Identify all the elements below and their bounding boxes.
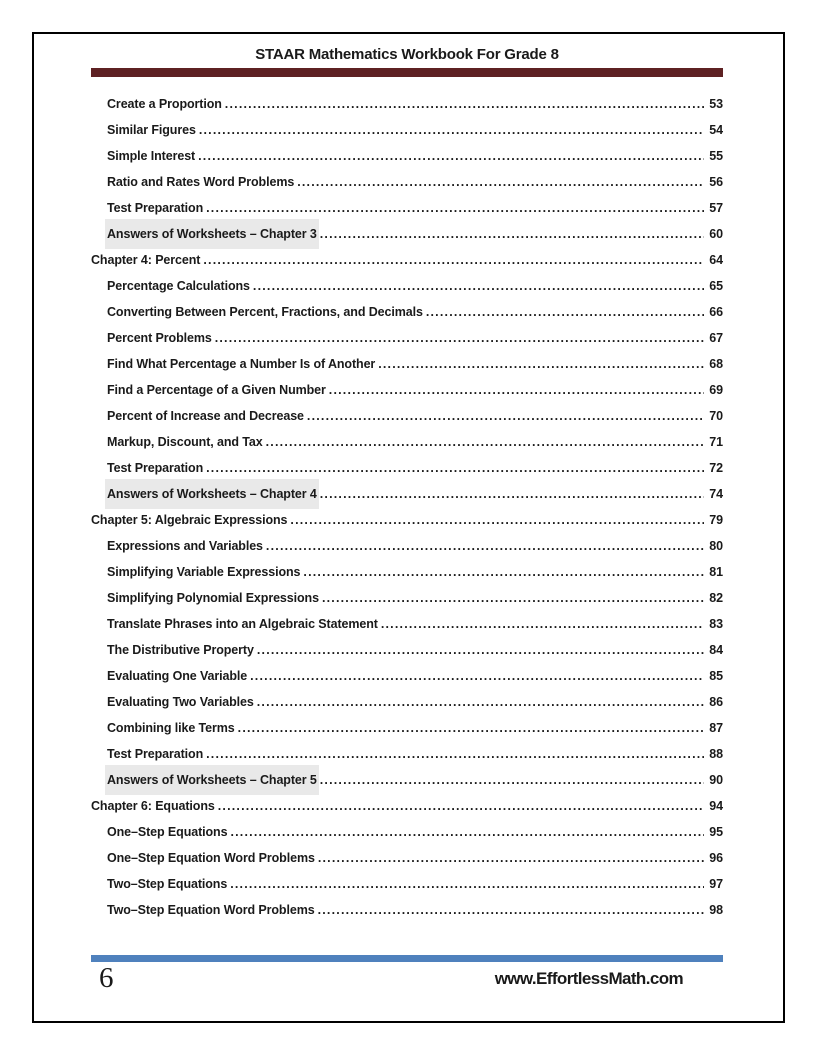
toc-page-number: 72: [709, 461, 723, 475]
toc-entry-label: Two–Step Equation Word Problems: [107, 903, 315, 917]
toc-dot-leader: [307, 403, 704, 429]
toc-entry[interactable]: [91, 819, 723, 845]
toc-entry-label: Test Preparation: [107, 747, 204, 761]
toc-dot-leader: [320, 767, 705, 793]
toc-page-number: 83: [709, 617, 723, 631]
toc-dot-leader: [303, 559, 704, 585]
toc-entry[interactable]: [91, 247, 723, 273]
toc-dot-leader: [378, 351, 704, 377]
toc-entry-label: Expressions and Variables: [107, 539, 263, 553]
toc-dot-leader: [320, 221, 705, 247]
toc-dot-leader: [266, 429, 705, 455]
toc-entry-label: Evaluating One Variable: [107, 669, 248, 683]
toc-entry[interactable]: [91, 481, 723, 507]
toc-dot-leader: [381, 611, 704, 637]
toc-entry[interactable]: [91, 117, 723, 143]
toc-entry[interactable]: [91, 299, 723, 325]
toc-entry-label: Test Preparation: [107, 201, 204, 215]
toc-entry-label: Percentage Calculations: [107, 279, 250, 293]
toc-dot-leader: [253, 273, 704, 299]
toc-dot-leader: [230, 819, 704, 845]
toc-page-number: 67: [709, 331, 723, 345]
page-number: 6: [99, 962, 114, 994]
toc-entry[interactable]: [91, 403, 723, 429]
toc-entry-label: Simple Interest: [107, 149, 196, 163]
toc-entry[interactable]: [91, 871, 723, 897]
toc-page-number: 95: [709, 825, 723, 839]
toc-entry-label: Markup, Discount, and Tax: [107, 435, 263, 449]
toc-dot-leader: [297, 169, 704, 195]
toc-entry-label: Combining like Terms: [107, 721, 235, 735]
toc-entry-label: Percent of Increase and Decrease: [107, 409, 304, 423]
toc-entry[interactable]: [91, 377, 723, 403]
toc-entry[interactable]: [91, 793, 723, 819]
toc-dot-leader: [206, 455, 704, 481]
toc-entry-label: The Distributive Property: [107, 643, 254, 657]
toc-entry[interactable]: [91, 715, 723, 741]
toc-entry-label: Find What Percentage a Number Is of Another: [107, 357, 376, 371]
toc-entry[interactable]: [91, 143, 723, 169]
toc-dot-leader: [206, 195, 704, 221]
toc-entry-label: Translate Phrases into an Algebraic Statement: [107, 617, 378, 631]
toc-page-number: 96: [709, 851, 723, 865]
header-rule-bar: [91, 68, 723, 77]
toc-entry[interactable]: [91, 325, 723, 351]
toc-page-number: 80: [709, 539, 723, 553]
toc-entry[interactable]: [91, 455, 723, 481]
toc-page-number: 56: [709, 175, 723, 189]
toc-entry-label: Evaluating Two Variables: [107, 695, 254, 709]
toc-page-number: 97: [709, 877, 723, 891]
toc-entry-label: Ratio and Rates Word Problems: [107, 175, 295, 189]
toc-page-number: 84: [709, 643, 723, 657]
toc-entry[interactable]: [91, 559, 723, 585]
toc-dot-leader: [290, 507, 704, 533]
toc-dot-leader: [215, 325, 705, 351]
toc-entry[interactable]: [91, 91, 723, 117]
toc-page-number: 64: [709, 253, 723, 267]
toc-dot-leader: [238, 715, 705, 741]
toc-dot-leader: [322, 585, 704, 611]
toc-entry[interactable]: [91, 169, 723, 195]
toc-dot-leader: [320, 481, 705, 507]
toc-page-number: 79: [709, 513, 723, 527]
toc-page-number: 55: [709, 149, 723, 163]
toc-entry[interactable]: [91, 663, 723, 689]
toc-entry-label: One–Step Equation Word Problems: [107, 851, 315, 865]
toc-dot-leader: [266, 533, 704, 559]
toc-entry-label: Converting Between Percent, Fractions, and Decimals: [107, 305, 423, 319]
toc-dot-leader: [199, 117, 704, 143]
toc-page-number: 54: [709, 123, 723, 137]
toc-entry-label: Two–Step Equations: [107, 877, 228, 891]
toc-dot-leader: [203, 247, 704, 273]
toc-entry-label: Simplifying Variable Expressions: [107, 565, 301, 579]
toc-dot-leader: [329, 377, 705, 403]
toc-entry[interactable]: [91, 351, 723, 377]
toc-entry-label: Percent Problems: [107, 331, 212, 345]
toc-page-number: 68: [709, 357, 723, 371]
toc-page-number: 69: [709, 383, 723, 397]
toc-page-number: 88: [709, 747, 723, 761]
toc-entry[interactable]: [91, 767, 723, 793]
toc-page-number: 71: [709, 435, 723, 449]
toc-entry-label: Answers of Worksheets – Chapter 5: [107, 767, 317, 793]
toc-entry-label: Similar Figures: [107, 123, 196, 137]
toc-entry-label: Answers of Worksheets – Chapter 4: [107, 481, 317, 507]
toc-page-number: 74: [709, 487, 723, 501]
toc-entry[interactable]: [91, 585, 723, 611]
toc-entry-label: Create a Proportion: [107, 97, 222, 111]
toc-dot-leader: [218, 793, 705, 819]
toc-dot-leader: [230, 871, 704, 897]
toc-dot-leader: [250, 663, 704, 689]
toc-entry[interactable]: [91, 429, 723, 455]
toc-page-number: 65: [709, 279, 723, 293]
toc-entry-label: Find a Percentage of a Given Number: [107, 383, 326, 397]
toc-dot-leader: [206, 741, 704, 767]
footer-rule-bar: [91, 955, 723, 962]
toc-page-number: 57: [709, 201, 723, 215]
toc-entry[interactable]: [91, 533, 723, 559]
page-title: STAAR Mathematics Workbook For Grade 8: [255, 46, 559, 63]
toc-dot-leader: [426, 299, 704, 325]
toc-entry[interactable]: [91, 221, 723, 247]
toc-list: [91, 91, 723, 923]
toc-dot-leader: [225, 91, 704, 117]
toc-page-number: 98: [709, 903, 723, 917]
toc-dot-leader: [198, 143, 704, 169]
toc-page-number: 82: [709, 591, 723, 605]
website-link[interactable]: www.EffortlessMath.com: [494, 969, 683, 988]
toc-page-number: 86: [709, 695, 723, 709]
toc-dot-leader: [257, 689, 705, 715]
toc-page-number: 87: [709, 721, 723, 735]
toc-entry-label: One–Step Equations: [107, 825, 228, 839]
toc-entry[interactable]: [91, 507, 723, 533]
toc-page-number: 90: [709, 773, 723, 787]
toc-entry[interactable]: [91, 273, 723, 299]
toc-dot-leader: [318, 845, 704, 871]
toc-entry-label: Answers of Worksheets – Chapter 3: [107, 221, 317, 247]
toc-page-number: 66: [709, 305, 723, 319]
toc-page-number: 70: [709, 409, 723, 423]
toc-entry[interactable]: [91, 637, 723, 663]
toc-dot-leader: [257, 637, 704, 663]
toc-entry-label: Chapter 5: Algebraic Expressions: [91, 513, 288, 527]
toc-entry-label: Chapter 6: Equations: [91, 799, 215, 813]
toc-entry[interactable]: [91, 195, 723, 221]
toc-entry-label: Simplifying Polynomial Expressions: [107, 591, 319, 605]
toc-entry-label: Test Preparation: [107, 461, 204, 475]
toc-entry[interactable]: [91, 897, 723, 923]
toc-page-number: 81: [709, 565, 723, 579]
toc-page-number: 94: [709, 799, 723, 813]
toc-dot-leader: [318, 897, 705, 923]
toc-entry[interactable]: [91, 741, 723, 767]
toc-entry[interactable]: [91, 689, 723, 715]
toc-page-number: 60: [709, 227, 723, 241]
toc-page-number: 53: [709, 97, 723, 111]
toc-entry[interactable]: [91, 845, 723, 871]
toc-entry[interactable]: [91, 611, 723, 637]
toc-page-number: 85: [709, 669, 723, 683]
toc-entry-label: Chapter 4: Percent: [91, 253, 201, 267]
